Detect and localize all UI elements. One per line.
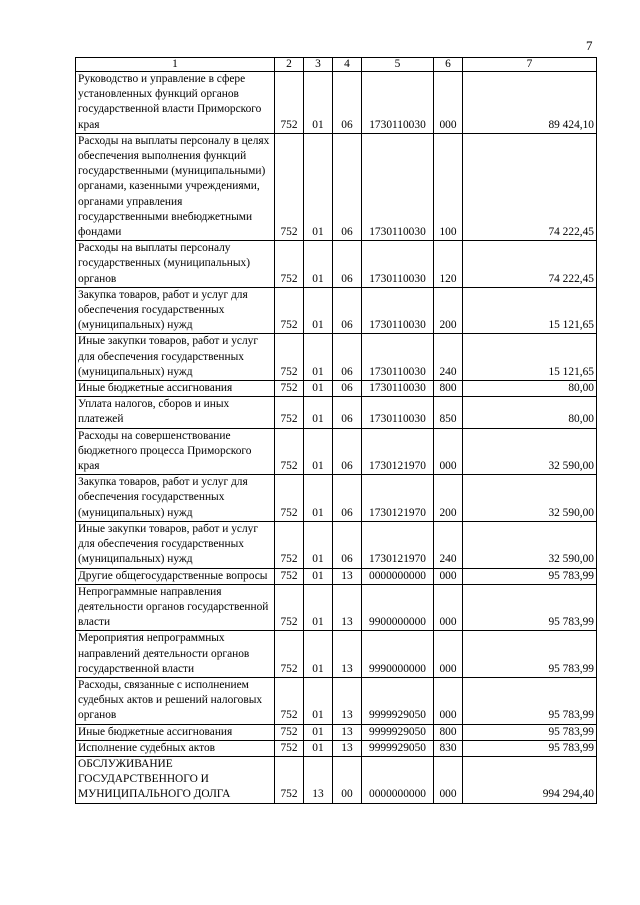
table-row [76,740,597,756]
row-expense-type-cell: 200 [434,475,463,522]
row-section-cell: 01 [304,568,333,584]
row-code-cell: 752 [275,72,304,134]
row-amount-cell: 74 222,45 [463,241,597,288]
row-subsection-cell: 06 [333,475,362,522]
row-amount-cell: 15 121,65 [463,287,597,334]
row-section-cell: 01 [304,241,333,288]
row-name-cell: Иные закупки товаров, работ и услуг для обеспечения государственных (муниципальных) нужд [76,334,275,381]
row-section-cell: 01 [304,381,333,397]
row-subsection-cell: 06 [333,428,362,475]
row-amount-cell: 15 121,65 [463,334,597,381]
row-target-article-cell: 1730110030 [362,287,434,334]
row-code-cell: 752 [275,521,304,568]
row-target-article-cell: 1730121970 [362,428,434,475]
row-code-cell: 752 [275,475,304,522]
row-name-cell: Непрограммные направления деятельности органов государственной власти [76,584,275,631]
row-amount-cell: 95 783,99 [463,724,597,740]
row-code-cell: 752 [275,287,304,334]
row-code-cell: 752 [275,397,304,428]
row-section-cell: 01 [304,428,333,475]
header-cell: 4 [333,58,362,72]
row-target-article-cell: 9900000000 [362,584,434,631]
row-name-cell: Расходы на выплаты персоналу в целях обеспечения выполнения функций государственными (муниципальными) органами, казенными учреждениями, органами управления государственными внебюджетными фондами [76,133,275,240]
row-expense-type-cell: 240 [434,521,463,568]
header-cell: 6 [434,58,463,72]
row-expense-type-cell: 100 [434,133,463,240]
row-name-cell: Руководство и управление в сфере установленных функций органов государственной власти Приморского края [76,72,275,134]
row-subsection-cell: 06 [333,287,362,334]
row-amount-cell: 80,00 [463,397,597,428]
row-subsection-cell: 06 [333,72,362,134]
row-amount-cell: 95 783,99 [463,584,597,631]
row-name-cell: Мероприятия непрограммных направлений деятельности органов государственной власти [76,631,275,678]
row-name-cell: Расходы на выплаты персоналу государственных (муниципальных) органов [76,241,275,288]
row-amount-cell: 95 783,99 [463,677,597,724]
row-subsection-cell: 06 [333,133,362,240]
header-cell: 1 [76,58,275,72]
row-target-article-cell: 1730110030 [362,241,434,288]
row-code-cell: 752 [275,724,304,740]
header-cell: 2 [275,58,304,72]
row-code-cell: 752 [275,428,304,475]
row-name-cell: Иные закупки товаров, работ и услуг для обеспечения государственных (муниципальных) нужд [76,521,275,568]
row-code-cell: 752 [275,241,304,288]
row-name-cell: Уплата налогов, сборов и иных платежей [76,397,275,428]
row-target-article-cell: 1730110030 [362,334,434,381]
row-amount-cell: 32 590,00 [463,428,597,475]
row-amount-cell: 994 294,40 [463,756,597,803]
row-section-cell: 01 [304,72,333,134]
row-section-cell: 01 [304,334,333,381]
row-target-article-cell: 1730110030 [362,133,434,240]
row-subsection-cell: 13 [333,724,362,740]
row-code-cell: 752 [275,677,304,724]
row-name-cell: Другие общегосударственные вопросы [76,568,275,584]
table-row [76,521,597,568]
table-row [76,287,597,334]
row-section-cell: 01 [304,631,333,678]
row-expense-type-cell: 120 [434,241,463,288]
row-target-article-cell: 9999929050 [362,724,434,740]
row-subsection-cell: 06 [333,397,362,428]
row-section-cell: 01 [304,475,333,522]
row-expense-type-cell: 000 [434,631,463,678]
row-code-cell: 752 [275,631,304,678]
row-target-article-cell: 9999929050 [362,677,434,724]
row-expense-type-cell: 850 [434,397,463,428]
row-subsection-cell: 13 [333,584,362,631]
table-row [76,677,597,724]
row-expense-type-cell: 830 [434,740,463,756]
row-target-article-cell: 0000000000 [362,568,434,584]
row-subsection-cell: 06 [333,334,362,381]
row-section-cell: 01 [304,740,333,756]
row-amount-cell: 74 222,45 [463,133,597,240]
row-amount-cell: 95 783,99 [463,568,597,584]
row-subsection-cell: 06 [333,241,362,288]
row-name-cell: Закупка товаров, работ и услуг для обеспечения государственных (муниципальных) нужд [76,287,275,334]
table-row [76,72,597,134]
table-row [76,631,597,678]
row-code-cell: 752 [275,740,304,756]
row-subsection-cell: 00 [333,756,362,803]
row-target-article-cell: 1730121970 [362,521,434,568]
row-subsection-cell: 13 [333,740,362,756]
row-expense-type-cell: 000 [434,677,463,724]
table-row [76,568,597,584]
row-amount-cell: 95 783,99 [463,740,597,756]
row-code-cell: 752 [275,584,304,631]
table-row [76,724,597,740]
row-code-cell: 752 [275,381,304,397]
row-name-cell: Иные бюджетные ассигнования [76,381,275,397]
row-section-cell: 01 [304,724,333,740]
row-expense-type-cell: 800 [434,381,463,397]
row-subsection-cell: 13 [333,677,362,724]
row-subsection-cell: 13 [333,568,362,584]
row-expense-type-cell: 000 [434,756,463,803]
row-name-cell: Расходы на совершенствование бюджетного процесса Приморского края [76,428,275,475]
row-section-cell: 01 [304,584,333,631]
table-row [76,475,597,522]
row-expense-type-cell: 800 [434,724,463,740]
row-name-cell: Иные бюджетные ассигнования [76,724,275,740]
table-row [76,756,597,803]
table-row [76,428,597,475]
row-code-cell: 752 [275,568,304,584]
row-code-cell: 752 [275,756,304,803]
row-expense-type-cell: 240 [434,334,463,381]
header-cell: 5 [362,58,434,72]
row-section-cell: 01 [304,677,333,724]
row-target-article-cell: 1730110030 [362,397,434,428]
row-name-cell: Расходы, связанные с исполнением судебных актов и решений налоговых органов [76,677,275,724]
row-target-article-cell: 1730110030 [362,381,434,397]
row-name-cell: Закупка товаров, работ и услуг для обеспечения государственных (муниципальных) нужд [76,475,275,522]
row-subsection-cell: 06 [333,381,362,397]
row-expense-type-cell: 000 [434,428,463,475]
table-row [76,381,597,397]
row-name-cell: Исполнение судебных актов [76,740,275,756]
header-cell: 3 [304,58,333,72]
row-subsection-cell: 13 [333,631,362,678]
row-amount-cell: 32 590,00 [463,475,597,522]
row-target-article-cell: 0000000000 [362,756,434,803]
page-number: 7 [586,38,593,53]
row-subsection-cell: 06 [333,521,362,568]
row-amount-cell: 89 424,10 [463,72,597,134]
row-target-article-cell: 1730110030 [362,72,434,134]
table-row [76,584,597,631]
table-row [76,397,597,428]
table-row [76,334,597,381]
row-name-cell: ОБСЛУЖИВАНИЕ ГОСУДАРСТВЕННОГО И МУНИЦИПАЛЬНОГО ДОЛГА [76,756,275,803]
row-section-cell: 01 [304,397,333,428]
row-code-cell: 752 [275,334,304,381]
row-amount-cell: 32 590,00 [463,521,597,568]
row-code-cell: 752 [275,133,304,240]
row-expense-type-cell: 000 [434,568,463,584]
row-section-cell: 13 [304,756,333,803]
row-section-cell: 01 [304,287,333,334]
row-amount-cell: 80,00 [463,381,597,397]
row-target-article-cell: 1730121970 [362,475,434,522]
table-header-row [76,58,597,72]
row-section-cell: 01 [304,133,333,240]
row-amount-cell: 95 783,99 [463,631,597,678]
row-section-cell: 01 [304,521,333,568]
header-cell: 7 [463,58,597,72]
table-row [76,133,597,240]
row-expense-type-cell: 000 [434,584,463,631]
budget-table [75,57,597,804]
table-row [76,241,597,288]
row-expense-type-cell: 200 [434,287,463,334]
row-target-article-cell: 9990000000 [362,631,434,678]
row-target-article-cell: 9999929050 [362,740,434,756]
row-expense-type-cell: 000 [434,72,463,134]
